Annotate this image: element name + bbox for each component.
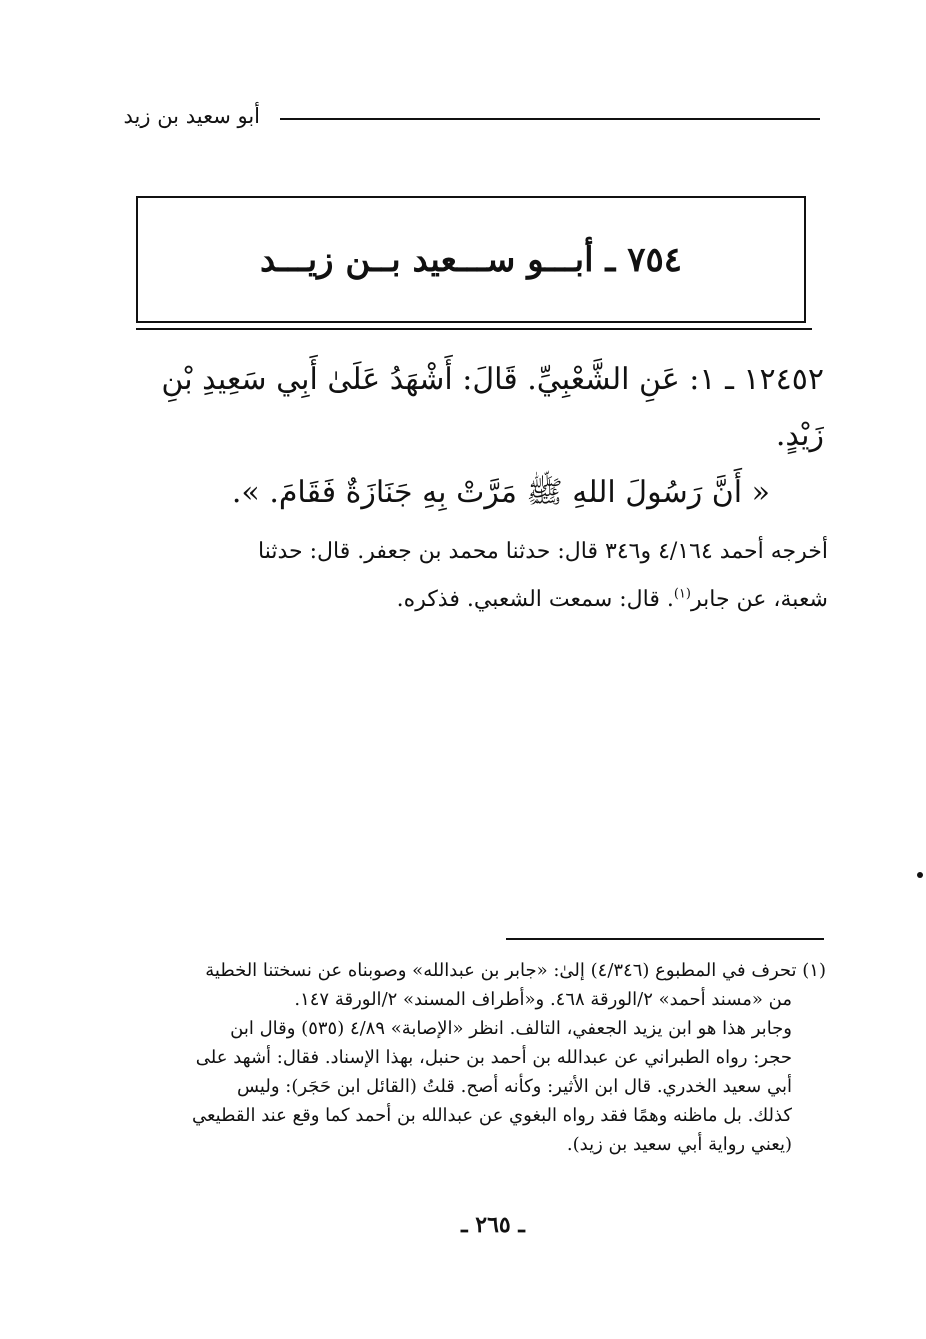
running-header xyxy=(123,100,820,140)
footnote-line-4: حجر: رواه الطبراني عن عبدالله بن أحمد بن حنبل، بهذا الإسناد. فقال: أشهد على xyxy=(195,1047,792,1068)
running-header-title: أبو سعيد بن زيد xyxy=(123,104,260,128)
takhrij-paragraph xyxy=(134,528,828,624)
footnote-line-7: (يعني رواية أبي سعيد بن زيد). xyxy=(566,1134,792,1155)
page-number: ـ ٢٦٥ ـ xyxy=(461,1212,525,1238)
footnotes xyxy=(136,956,826,1159)
hadith-text xyxy=(134,352,824,464)
chapter-title: ٧٥٤ ـ أبـــو ســـعيد بــن زيـــد xyxy=(259,239,683,280)
takhrij-line-1: أخرجه أحمد ٤/١٦٤ و٣٤٦ قال: حدثنا محمد بن جعفر. قال: حدثنا xyxy=(258,539,828,564)
chapter-title-box xyxy=(136,196,806,323)
margin-dot xyxy=(917,872,923,878)
takhrij-line-2-start: شعبة، عن جابر xyxy=(690,587,828,612)
footnote-separator xyxy=(506,938,824,940)
footnote-reference-mark[interactable]: (١) xyxy=(673,586,691,602)
hadith-isnad-line-1: ١٢٤٥٢ ـ ١: عَنِ الشَّعْبِيِّ. قَالَ: أَشْهَدُ عَلَىٰ أَبِي سَعِيدِ بْنِ xyxy=(161,362,824,397)
footnote-line-3: وجابر هذا هو ابن يزيد الجعفي، التالف. انظر «الإصابة» ٤/٨٩ (٥٣٥) وقال ابن xyxy=(230,1018,792,1039)
hadith-matn: « أَنَّ رَسُولَ اللهِ ﷺ مَرَّتْ بِهِ جَنَازَةٌ فَقَامَ. ». xyxy=(231,475,770,510)
takhrij-line-2-end: . قال: سمعت الشعبي. فذكره. xyxy=(396,587,674,612)
footnote-line-5: أبي سعيد الخدري. قال ابن الأثير: وكأنه أصح. قلتُ (القائل ابن حَجَر): وليس xyxy=(236,1076,792,1097)
footnote-line-2: من «مسند أحمد» ٢/الورقة ٤٦٨. و«أطراف المسند» ٢/الورقة ١٤٧. xyxy=(294,989,792,1010)
footnote-line-6: كذلك. بل ماظنه وهمًا فقد رواه البغوي عن عبدالله بن أحمد كما وقع عند القطيعي xyxy=(192,1105,792,1126)
hadith-isnad-line-2: زَيْدٍ. xyxy=(775,418,824,453)
takhrij-line-2 xyxy=(134,576,828,624)
title-underline-rule xyxy=(136,328,812,330)
footnote-line-1: (١) تحرف في المطبوع (٤/٣٤٦) إلىٰ: «جابر بن عبدالله» وصوبناه عن نسختنا الخطية xyxy=(205,960,826,981)
header-rule xyxy=(280,118,820,120)
